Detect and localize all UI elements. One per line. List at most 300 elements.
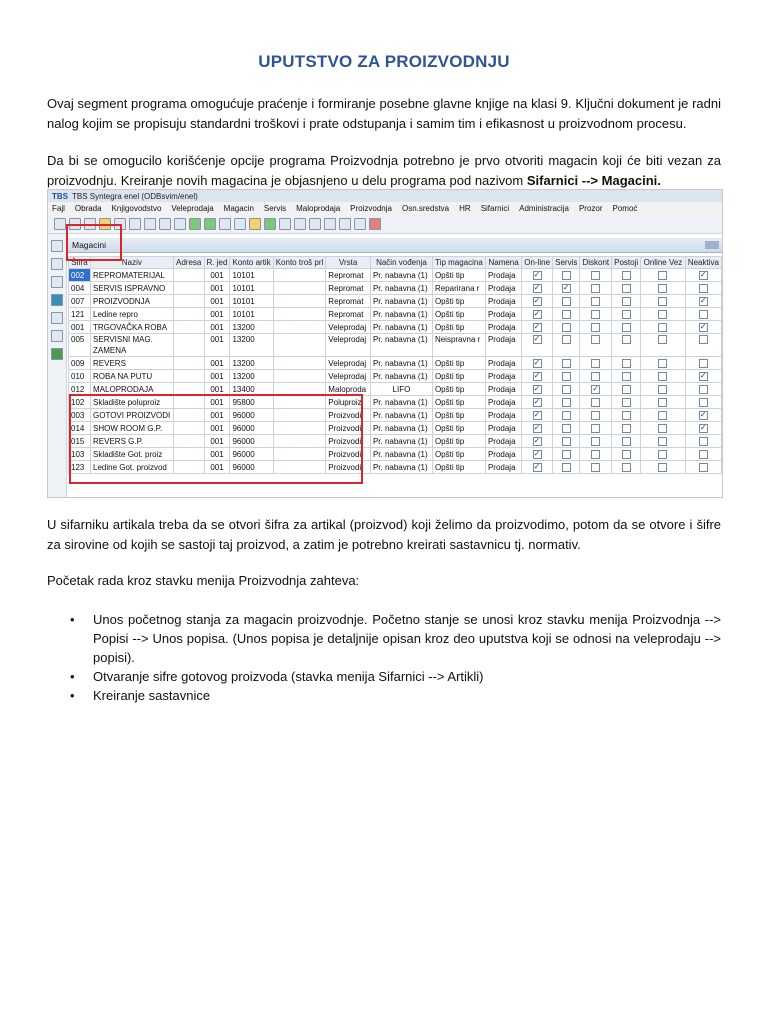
menu-item[interactable]: Pomoć xyxy=(612,204,638,213)
checkbox[interactable] xyxy=(591,385,600,394)
cell-tip[interactable]: Opšti tip xyxy=(432,321,485,334)
cell-namena[interactable]: Prodaja xyxy=(485,357,521,370)
cell-namena[interactable]: Prodaja xyxy=(485,269,521,282)
column-header[interactable]: R. jed xyxy=(204,257,230,269)
cell-konto-tros[interactable] xyxy=(273,334,326,357)
cell-konto[interactable]: 13200 xyxy=(230,321,273,334)
filter-icon[interactable] xyxy=(219,218,231,230)
cell-adresa[interactable] xyxy=(173,321,204,334)
cell-naziv[interactable]: Ledine repro xyxy=(91,308,174,321)
cell-namena[interactable]: Prodaja xyxy=(485,448,521,461)
cell-rjed[interactable]: 001 xyxy=(204,308,230,321)
checkbox[interactable] xyxy=(562,385,571,394)
cell-naziv[interactable]: REVERS xyxy=(91,357,174,370)
column-header[interactable]: Šifra xyxy=(69,257,91,269)
checkbox[interactable] xyxy=(591,335,600,344)
checkbox[interactable] xyxy=(699,335,708,344)
column-header[interactable]: Neaktiva xyxy=(685,257,721,269)
checkbox[interactable] xyxy=(591,359,600,368)
menu-item[interactable]: Maloprodaja xyxy=(296,204,341,213)
menu-item[interactable]: Administracija xyxy=(519,204,569,213)
checkbox[interactable] xyxy=(658,271,667,280)
cell-flag xyxy=(612,370,641,383)
cell-namena[interactable]: Prodaja xyxy=(485,334,521,357)
tree-icon[interactable] xyxy=(51,240,63,252)
cell-konto-tros[interactable] xyxy=(273,269,326,282)
cell-vrsta[interactable]: Veleprodaj xyxy=(326,321,371,334)
cell-nacin[interactable]: Pr. nabavna (1) xyxy=(370,422,432,435)
cell-sifra[interactable]: 010 xyxy=(69,370,91,383)
checkbox[interactable] xyxy=(699,359,708,368)
exit-icon[interactable] xyxy=(369,218,381,230)
cell-konto[interactable]: 13400 xyxy=(230,383,273,396)
cell-sifra[interactable]: 123 xyxy=(69,461,91,474)
cell-naziv[interactable]: MALOPRODAJA xyxy=(91,383,174,396)
cell-naziv[interactable]: TRGOVAČKA ROBA xyxy=(91,321,174,334)
cell-sifra[interactable]: 004 xyxy=(69,282,91,295)
document-list-icon[interactable] xyxy=(51,312,63,324)
highlight-magacini-tab xyxy=(66,224,122,261)
cell-namena[interactable]: Prodaja xyxy=(485,308,521,321)
cell-konto[interactable]: 10101 xyxy=(230,269,273,282)
cell-flag xyxy=(522,308,553,321)
checkbox[interactable] xyxy=(622,335,631,344)
sort-icon[interactable] xyxy=(249,218,261,230)
menu-item[interactable]: Osn.sredstva xyxy=(401,204,450,213)
cell-adresa[interactable] xyxy=(173,269,204,282)
cell-namena[interactable]: Prodaja xyxy=(485,282,521,295)
column-header[interactable]: Servis xyxy=(553,257,580,269)
cell-tip[interactable]: Opšti tip xyxy=(432,269,485,282)
book-icon[interactable] xyxy=(51,348,63,360)
checkbox[interactable] xyxy=(658,385,667,394)
find-icon[interactable] xyxy=(234,218,246,230)
help-icon[interactable] xyxy=(354,218,366,230)
cell-rjed[interactable]: 001 xyxy=(204,295,230,308)
checkbox[interactable] xyxy=(699,450,708,459)
checkbox[interactable] xyxy=(591,310,600,319)
checkbox[interactable] xyxy=(533,372,542,381)
cell-naziv[interactable]: Ledine Got. proizvod xyxy=(91,461,174,474)
report-icon[interactable] xyxy=(51,276,63,288)
checkbox[interactable] xyxy=(699,323,708,332)
panel-minimize-icon[interactable] xyxy=(705,241,719,249)
checkbox[interactable] xyxy=(591,372,600,381)
checkbox[interactable] xyxy=(699,398,708,407)
checkbox[interactable] xyxy=(533,310,542,319)
cell-tip[interactable]: Neispravna r xyxy=(432,334,485,357)
checkbox[interactable] xyxy=(622,310,631,319)
cell-vrsta[interactable]: Veleprodaj xyxy=(326,370,371,383)
edit-icon[interactable] xyxy=(294,218,306,230)
cell-vrsta[interactable]: Poluproiz xyxy=(326,396,371,409)
checkbox[interactable] xyxy=(699,310,708,319)
cell-konto[interactable]: 10101 xyxy=(230,295,273,308)
cell-adresa[interactable] xyxy=(173,295,204,308)
cell-rjed[interactable]: 001 xyxy=(204,357,230,370)
cell-rjed[interactable]: 001 xyxy=(204,370,230,383)
cell-konto-tros[interactable] xyxy=(273,308,326,321)
database-icon[interactable] xyxy=(51,294,63,306)
checkbox[interactable] xyxy=(699,372,708,381)
checkbox[interactable] xyxy=(533,424,542,433)
cell-sifra[interactable]: 007 xyxy=(69,295,91,308)
table-row[interactable] xyxy=(69,308,722,321)
checkbox[interactable] xyxy=(533,297,542,306)
table-row[interactable] xyxy=(69,282,722,295)
cell-rjed[interactable]: 001 xyxy=(204,396,230,409)
cell-rjed[interactable]: 001 xyxy=(204,448,230,461)
cell-konto[interactable]: 13200 xyxy=(230,357,273,370)
last-record-icon[interactable] xyxy=(204,218,216,230)
checkbox[interactable] xyxy=(699,271,708,280)
cell-vrsta[interactable]: Repromat xyxy=(326,308,371,321)
cell-konto-tros[interactable] xyxy=(273,321,326,334)
cell-konto[interactable]: 96000 xyxy=(230,435,273,448)
cell-konto[interactable]: 96000 xyxy=(230,409,273,422)
cell-tip[interactable]: Opšti tip xyxy=(432,357,485,370)
checkbox[interactable] xyxy=(591,450,600,459)
checkbox[interactable] xyxy=(658,297,667,306)
checkbox[interactable] xyxy=(622,398,631,407)
checkbox[interactable] xyxy=(699,297,708,306)
cell-naziv[interactable]: Skladište poluproiz xyxy=(91,396,174,409)
cell-rjed[interactable]: 001 xyxy=(204,334,230,357)
checkbox[interactable] xyxy=(622,437,631,446)
checkbox[interactable] xyxy=(591,398,600,407)
checkbox[interactable] xyxy=(562,450,571,459)
cell-rjed[interactable]: 001 xyxy=(204,321,230,334)
checkbox[interactable] xyxy=(562,424,571,433)
checkbox[interactable] xyxy=(533,335,542,344)
column-header[interactable]: Diskont xyxy=(580,257,612,269)
checkbox[interactable] xyxy=(533,359,542,368)
cell-namena[interactable]: Prodaja xyxy=(485,409,521,422)
column-header[interactable]: Vrsta xyxy=(326,257,371,269)
cell-sifra[interactable]: 009 xyxy=(69,357,91,370)
cell-nacin[interactable]: Pr. nabavna (1) xyxy=(370,269,432,282)
cell-tip[interactable]: Opšti tip xyxy=(432,295,485,308)
cell-rjed[interactable]: 001 xyxy=(204,269,230,282)
checkbox[interactable] xyxy=(533,323,542,332)
checkbox[interactable] xyxy=(562,463,571,472)
cell-nacin[interactable]: Pr. nabavna (1) xyxy=(370,308,432,321)
cell-konto[interactable]: 10101 xyxy=(230,282,273,295)
cell-naziv[interactable]: Skladište Got. proiz xyxy=(91,448,174,461)
cell-tip[interactable]: Opšti tip xyxy=(432,370,485,383)
cell-sifra[interactable]: 015 xyxy=(69,435,91,448)
checkbox[interactable] xyxy=(562,284,571,293)
cell-sifra[interactable]: 005 xyxy=(69,334,91,357)
checkbox[interactable] xyxy=(699,284,708,293)
print-icon[interactable] xyxy=(129,218,141,230)
cell-nacin[interactable]: Pr. nabavna (1) xyxy=(370,370,432,383)
menu-item[interactable]: Fajl xyxy=(52,204,65,213)
cell-nacin[interactable]: Pr. nabavna (1) xyxy=(370,357,432,370)
checkbox[interactable] xyxy=(658,335,667,344)
cell-naziv[interactable]: SERVISNI MAG. ZAMENA xyxy=(91,334,174,357)
column-header[interactable]: Postoji xyxy=(612,257,641,269)
checkbox[interactable] xyxy=(622,323,631,332)
checkbox[interactable] xyxy=(658,424,667,433)
cell-vrsta[interactable]: Repromat xyxy=(326,282,371,295)
cell-rjed[interactable]: 001 xyxy=(204,409,230,422)
checkbox[interactable] xyxy=(658,284,667,293)
cell-nacin[interactable]: Pr. nabavna (1) xyxy=(370,409,432,422)
cell-vrsta[interactable]: Proizvodi xyxy=(326,448,371,461)
column-header[interactable]: Online Vez xyxy=(641,257,686,269)
cell-konto-tros[interactable] xyxy=(273,370,326,383)
checkbox[interactable] xyxy=(591,463,600,472)
cell-namena[interactable]: Prodaja xyxy=(485,461,521,474)
cell-rjed[interactable]: 001 xyxy=(204,461,230,474)
cell-nacin[interactable]: Pr. nabavna (1) xyxy=(370,334,432,357)
cell-konto[interactable]: 10101 xyxy=(230,308,273,321)
cell-naziv[interactable]: ROBA NA PUTU xyxy=(91,370,174,383)
cell-namena[interactable]: Prodaja xyxy=(485,295,521,308)
cell-vrsta[interactable]: Proizvodi xyxy=(326,435,371,448)
flag-icon[interactable] xyxy=(264,218,276,230)
cell-sifra[interactable]: 002 xyxy=(69,269,91,282)
checkbox[interactable] xyxy=(562,335,571,344)
menu-item[interactable]: Proizvodnja xyxy=(350,204,392,213)
cell-konto[interactable]: 13200 xyxy=(230,334,273,357)
cell-adresa[interactable] xyxy=(173,370,204,383)
checkbox[interactable] xyxy=(699,385,708,394)
checkbox[interactable] xyxy=(622,385,631,394)
column-header[interactable]: Adresa xyxy=(173,257,204,269)
checkbox[interactable] xyxy=(658,310,667,319)
cell-vrsta[interactable]: Repromat xyxy=(326,295,371,308)
cell-vrsta[interactable]: Veleprodaj xyxy=(326,357,371,370)
checkbox[interactable] xyxy=(622,424,631,433)
cell-tip[interactable]: Opšti tip xyxy=(432,383,485,396)
cell-konto[interactable]: 13200 xyxy=(230,370,273,383)
cell-rjed[interactable]: 001 xyxy=(204,422,230,435)
column-header[interactable]: Namena xyxy=(485,257,521,269)
cell-nacin[interactable]: Pr. nabavna (1) xyxy=(370,295,432,308)
cell-namena[interactable]: Prodaja xyxy=(485,383,521,396)
checkbox[interactable] xyxy=(699,463,708,472)
cell-namena[interactable]: Prodaja xyxy=(485,396,521,409)
checkbox[interactable] xyxy=(562,310,571,319)
cell-nacin[interactable]: Pr. nabavna (1) xyxy=(370,396,432,409)
cell-naziv[interactable]: SERVIS ISPRAVNO xyxy=(91,282,174,295)
checkbox[interactable] xyxy=(658,398,667,407)
refresh-icon[interactable] xyxy=(279,218,291,230)
cell-rjed[interactable]: 001 xyxy=(204,435,230,448)
checkbox[interactable] xyxy=(562,359,571,368)
first-record-icon[interactable] xyxy=(189,218,201,230)
cell-nacin[interactable]: Pr. nabavna (1) xyxy=(370,448,432,461)
new-icon[interactable] xyxy=(54,218,66,230)
checkbox[interactable] xyxy=(622,411,631,420)
table-row[interactable] xyxy=(69,269,722,282)
cell-tip[interactable]: Opšti tip xyxy=(432,461,485,474)
cell-tip[interactable]: Opšti tip xyxy=(432,422,485,435)
list-icon[interactable] xyxy=(51,258,63,270)
column-header[interactable]: Naziv xyxy=(91,257,174,269)
cell-nacin[interactable]: Pr. nabavna (1) xyxy=(370,461,432,474)
table-row[interactable] xyxy=(69,370,722,383)
cell-konto[interactable]: 96000 xyxy=(230,422,273,435)
cell-naziv[interactable]: SHOW ROOM G.P. xyxy=(91,422,174,435)
checkbox[interactable] xyxy=(533,398,542,407)
checkbox[interactable] xyxy=(699,424,708,433)
cell-nacin[interactable]: Pr. nabavna (1) xyxy=(370,435,432,448)
cell-vrsta[interactable]: Repromat xyxy=(326,269,371,282)
menu-item[interactable]: HR xyxy=(459,204,471,213)
cell-vrsta[interactable]: Maloproda xyxy=(326,383,371,396)
menu-item[interactable]: Obrada xyxy=(74,204,102,213)
checkbox[interactable] xyxy=(533,284,542,293)
cell-sifra[interactable]: 121 xyxy=(69,308,91,321)
cell-flag xyxy=(685,409,721,422)
cell-vrsta[interactable]: Veleprodaj xyxy=(326,334,371,357)
cell-flag xyxy=(522,334,553,357)
checkbox[interactable] xyxy=(533,463,542,472)
cell-nacin[interactable]: Pr. nabavna (1) xyxy=(370,321,432,334)
cell-konto[interactable]: 96000 xyxy=(230,448,273,461)
checkbox[interactable] xyxy=(622,271,631,280)
cell-konto[interactable]: 96000 xyxy=(230,461,273,474)
column-header[interactable]: Tip magacina xyxy=(432,257,485,269)
table-row[interactable] xyxy=(69,334,722,357)
cell-rjed[interactable]: 001 xyxy=(204,282,230,295)
document-icon[interactable] xyxy=(174,218,186,230)
checkbox[interactable] xyxy=(562,323,571,332)
grid-icon[interactable] xyxy=(324,218,336,230)
cell-konto[interactable]: 95800 xyxy=(230,396,273,409)
cell-tip[interactable]: Opšti tip xyxy=(432,435,485,448)
checkbox[interactable] xyxy=(533,437,542,446)
cell-rjed[interactable]: 001 xyxy=(204,383,230,396)
window-icon[interactable] xyxy=(339,218,351,230)
checkbox[interactable] xyxy=(658,359,667,368)
cell-tip[interactable]: Opšti tip xyxy=(432,396,485,409)
cell-adresa[interactable] xyxy=(173,282,204,295)
cell-sifra[interactable]: 103 xyxy=(69,448,91,461)
menu-item[interactable]: Servis xyxy=(263,204,287,213)
checkbox[interactable] xyxy=(562,297,571,306)
menu-item[interactable]: Prozor xyxy=(578,204,603,213)
cell-namena[interactable]: Prodaja xyxy=(485,422,521,435)
checkbox[interactable] xyxy=(591,323,600,332)
menu-item[interactable]: Magacin xyxy=(223,204,254,213)
checkbox[interactable] xyxy=(562,411,571,420)
checkbox[interactable] xyxy=(591,424,600,433)
cell-adresa[interactable] xyxy=(173,357,204,370)
checkbox[interactable] xyxy=(658,450,667,459)
checkbox[interactable] xyxy=(622,359,631,368)
cell-namena[interactable]: Prodaja xyxy=(485,370,521,383)
cell-naziv[interactable]: REVERS G.P. xyxy=(91,435,174,448)
cell-tip[interactable]: Opšti tip xyxy=(432,409,485,422)
checkbox[interactable] xyxy=(533,411,542,420)
checkbox[interactable] xyxy=(591,271,600,280)
cell-naziv[interactable]: PROIZVODNJA xyxy=(91,295,174,308)
cell-namena[interactable]: Prodaja xyxy=(485,321,521,334)
cell-sifra[interactable]: 003 xyxy=(69,409,91,422)
column-header[interactable]: Konto artik xyxy=(230,257,273,269)
checkbox[interactable] xyxy=(658,411,667,420)
cell-flag xyxy=(612,308,641,321)
checkbox[interactable] xyxy=(562,372,571,381)
cell-adresa[interactable] xyxy=(173,308,204,321)
cell-sifra[interactable]: 102 xyxy=(69,396,91,409)
table-row[interactable] xyxy=(69,295,722,308)
checkbox[interactable] xyxy=(658,463,667,472)
cell-vrsta[interactable]: Proizvodi xyxy=(326,461,371,474)
cell-nacin[interactable]: Pr. nabavna (1) xyxy=(370,282,432,295)
menu-item[interactable]: Sifarnici xyxy=(480,204,510,213)
cell-namena[interactable]: Prodaja xyxy=(485,435,521,448)
menu-item[interactable]: Knjigovodstvo xyxy=(111,204,162,213)
checkbox[interactable] xyxy=(562,398,571,407)
cell-nacin[interactable]: LIFO xyxy=(370,383,432,396)
checkbox[interactable] xyxy=(622,463,631,472)
cell-sifra[interactable]: 012 xyxy=(69,383,91,396)
cell-flag xyxy=(553,396,580,409)
cell-vrsta[interactable]: Proizvodi xyxy=(326,409,371,422)
checkbox[interactable] xyxy=(622,372,631,381)
cell-naziv[interactable]: REPROMATERIJAL xyxy=(91,269,174,282)
cell-flag xyxy=(685,396,721,409)
checkbox[interactable] xyxy=(533,385,542,394)
paste-icon[interactable] xyxy=(159,218,171,230)
cell-konto-tros[interactable] xyxy=(273,357,326,370)
checkbox[interactable] xyxy=(622,450,631,459)
cell-tip[interactable]: Opšti tip xyxy=(432,448,485,461)
cut-icon[interactable] xyxy=(144,218,156,230)
column-header[interactable]: On-line xyxy=(522,257,553,269)
cell-naziv[interactable]: GOTOVI PROIZVODI xyxy=(91,409,174,422)
checkbox[interactable] xyxy=(562,271,571,280)
menu-item[interactable]: Veleprodaja xyxy=(171,204,214,213)
form-icon[interactable] xyxy=(51,330,63,342)
checkbox[interactable] xyxy=(658,372,667,381)
column-header[interactable]: Način vođenja xyxy=(370,257,432,269)
cell-sifra[interactable]: 001 xyxy=(69,321,91,334)
cell-vrsta[interactable]: Proizvodi xyxy=(326,422,371,435)
checkbox[interactable] xyxy=(622,284,631,293)
checkbox[interactable] xyxy=(699,411,708,420)
checkbox[interactable] xyxy=(533,271,542,280)
checkbox[interactable] xyxy=(658,437,667,446)
checkbox[interactable] xyxy=(591,284,600,293)
table-row[interactable] xyxy=(69,357,722,370)
checkbox[interactable] xyxy=(591,411,600,420)
checkbox[interactable] xyxy=(658,323,667,332)
table-icon[interactable] xyxy=(309,218,321,230)
cell-konto-tros[interactable] xyxy=(273,282,326,295)
table-row[interactable] xyxy=(69,321,722,334)
cell-sifra[interactable]: 014 xyxy=(69,422,91,435)
cell-adresa[interactable] xyxy=(173,334,204,357)
checkbox[interactable] xyxy=(533,450,542,459)
checkbox[interactable] xyxy=(591,437,600,446)
checkbox[interactable] xyxy=(699,437,708,446)
checkbox[interactable] xyxy=(562,437,571,446)
cell-flag xyxy=(580,435,612,448)
checkbox[interactable] xyxy=(591,297,600,306)
cell-konto-tros[interactable] xyxy=(273,295,326,308)
cell-tip[interactable]: Opšti tip xyxy=(432,308,485,321)
column-header[interactable]: Konto troš prl xyxy=(273,257,326,269)
checkbox[interactable] xyxy=(622,297,631,306)
cell-tip[interactable]: Reparirana r xyxy=(432,282,485,295)
cell-flag xyxy=(580,370,612,383)
